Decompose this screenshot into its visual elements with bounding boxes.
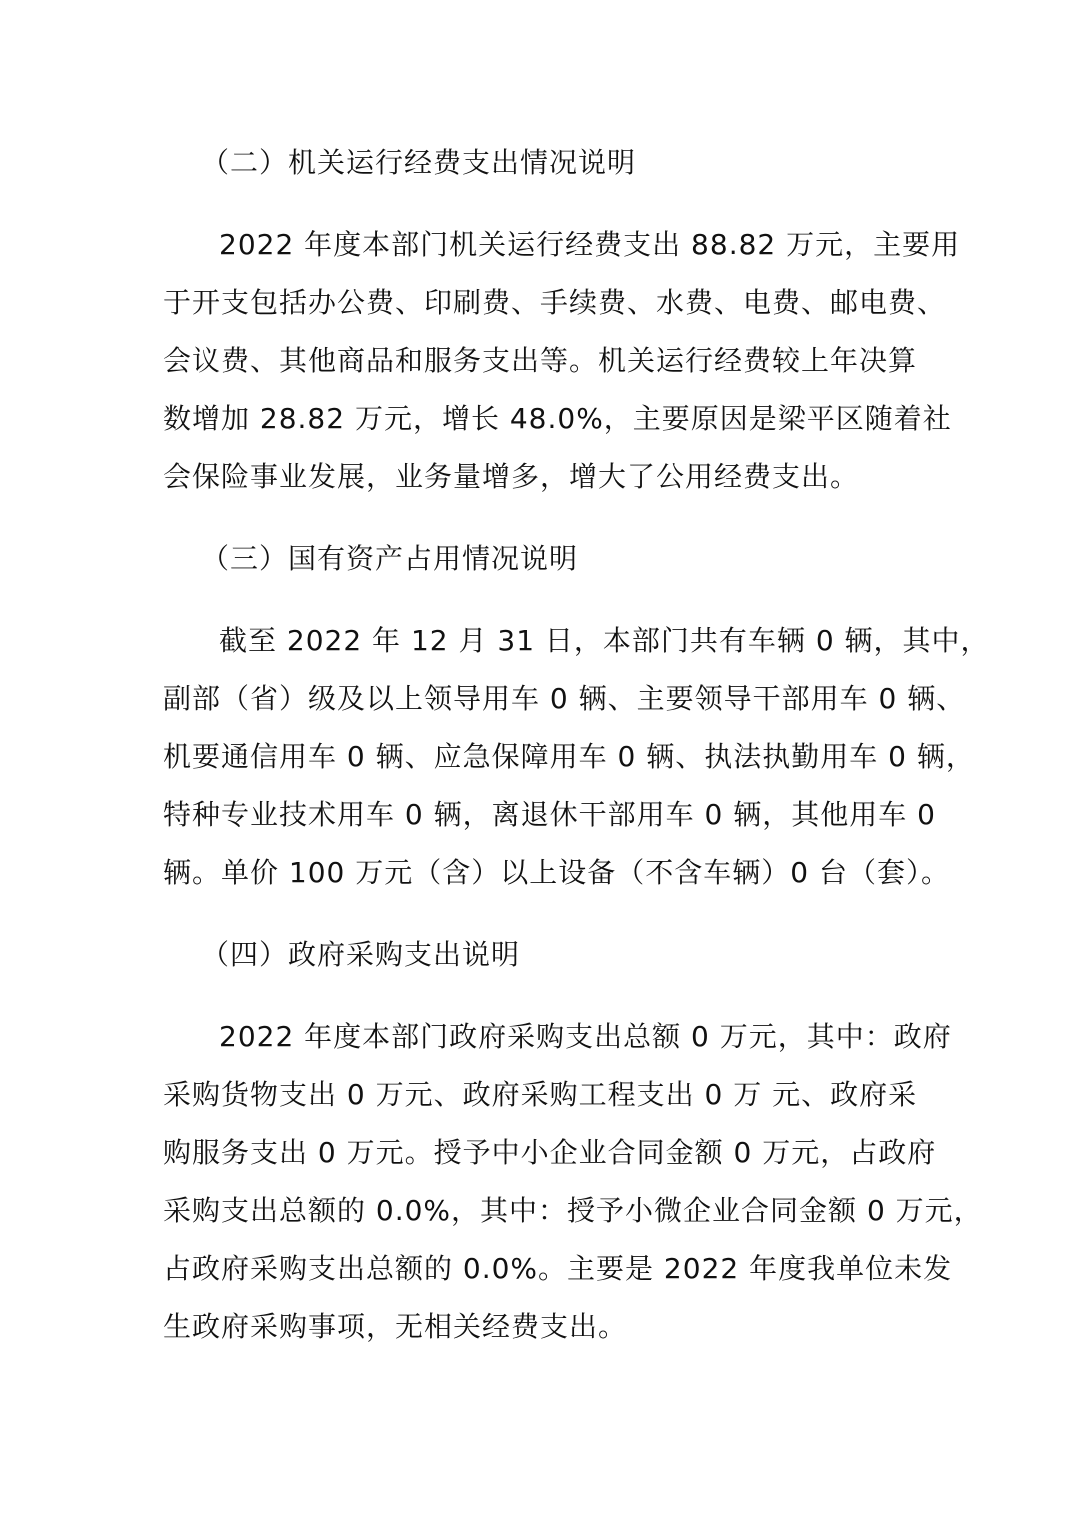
text-line: 机要通信用车 0 辆、应急保障用车 0 辆、执法执勤用车 0 辆，: [163, 740, 975, 773]
text-line: 副部（省）级及以上领导用车 0 辆、主要领导干部用车 0 辆、: [163, 682, 966, 715]
text-line: 会议费、其他商品和服务支出等。机关运行经费较上年决算: [163, 344, 918, 377]
text-line: 采购货物支出 0 万元、政府采购工程支出 0 万 元、政府采: [163, 1078, 918, 1111]
section-heading-state-assets: （三）国有资产占用情况说明: [201, 542, 579, 575]
text-line: 占政府采购支出总额的 0.0%。主要是 2022 年度我单位未发: [163, 1252, 953, 1285]
text-line: 采购支出总额的 0.0%，其中：授予小微企业合同金额 0 万元，: [163, 1194, 983, 1227]
text-line: 2022 年度本部门政府采购支出总额 0 万元，其中：政府: [219, 1020, 952, 1053]
text-line: 2022 年度本部门机关运行经费支出 88.82 万元，主要用: [219, 228, 961, 261]
text-line: 于开支包括办公费、印刷费、手续费、水费、电费、邮电费、: [163, 286, 947, 319]
text-line: 特种专业技术用车 0 辆，离退休干部用车 0 辆，其他用车 0: [163, 798, 936, 831]
text-line: 会保险事业发展，业务量增多，增大了公用经费支出。: [163, 460, 860, 493]
text-line: 数增加 28.82 万元，增长 48.0%，主要原因是梁平区随着社: [163, 402, 952, 435]
text-line: 辆。单价 100 万元（含）以上设备（不含车辆）0 台（套）。: [163, 856, 950, 889]
paragraph-government-procurement: [163, 1008, 983, 1356]
section-heading-government-procurement: （四）政府采购支出说明: [201, 938, 521, 971]
paragraph-state-assets: [163, 612, 990, 902]
paragraph-operating-expenses: [163, 216, 961, 506]
text-line: 截至 2022 年 12 月 31 日，本部门共有车辆 0 辆，其中，: [219, 624, 990, 657]
text-line: 生政府采购事项，无相关经费支出。: [163, 1310, 628, 1343]
section-heading-operating-expenses: （二）机关运行经费支出情况说明: [201, 146, 637, 179]
text-line: 购服务支出 0 万元。授予中小企业合同金额 0 万元，占政府: [163, 1136, 937, 1169]
document-body: [163, 134, 990, 1356]
